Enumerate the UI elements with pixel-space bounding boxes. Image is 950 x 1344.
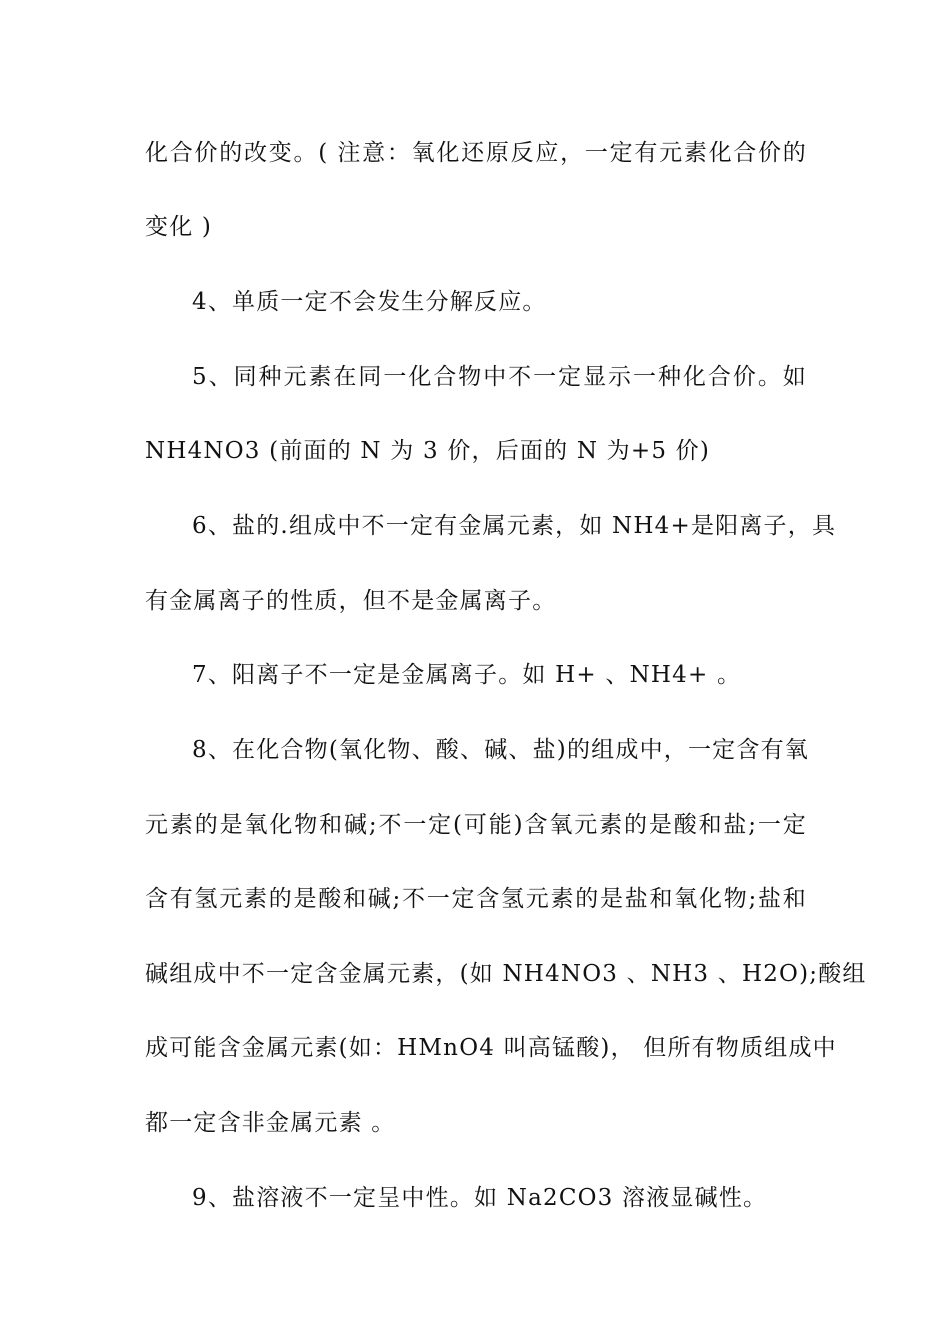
text-line-9: 8、在化合物(氧化物、酸、碱、盐)的组成中，一定含有氧 <box>192 737 809 763</box>
text-line-1: 化合价的改变。( 注意：氧化还原反应，一定有元素化合价的 <box>145 140 807 166</box>
text-line-15: 9、盐溶液不一定呈中性。如 Na2CO3 溶液显碱性。 <box>192 1185 768 1211</box>
text-line-12: 碱组成中不一定含金属元素，(如 NH4NO3 、NH3 、H2O);酸组 <box>145 961 867 987</box>
text-line-6: 6、盐的.组成中不一定有金属元素，如 NH4+是阳离子，具 <box>192 513 837 539</box>
text-line-8: 7、阳离子不一定是金属离子。如 H+ 、NH4+ 。 <box>192 662 742 688</box>
text-line-14: 都一定含非金属元素 。 <box>145 1110 396 1136</box>
text-line-4: 5、同种元素在同一化合物中不一定显示一种化合价。如 <box>192 364 807 390</box>
text-line-11: 含有氢元素的是酸和碱;不一定含氢元素的是盐和氧化物;盐和 <box>145 886 807 912</box>
text-line-10: 元素的是氧化物和碱;不一定(可能)含氧元素的是酸和盐;一定 <box>145 812 807 838</box>
text-line-13: 成可能含金属元素(如：HMnO4 叫高锰酸)， 但所有物质组成中 <box>145 1035 837 1061</box>
text-line-2: 变化 ) <box>145 214 213 240</box>
text-line-3: 4、单质一定不会发生分解反应。 <box>192 289 547 315</box>
text-line-5: NH4NO3 (前面的 N 为 3 价，后面的 N 为+5 价) <box>145 438 711 464</box>
text-line-7: 有金属离子的性质，但不是金属离子。 <box>145 588 557 614</box>
